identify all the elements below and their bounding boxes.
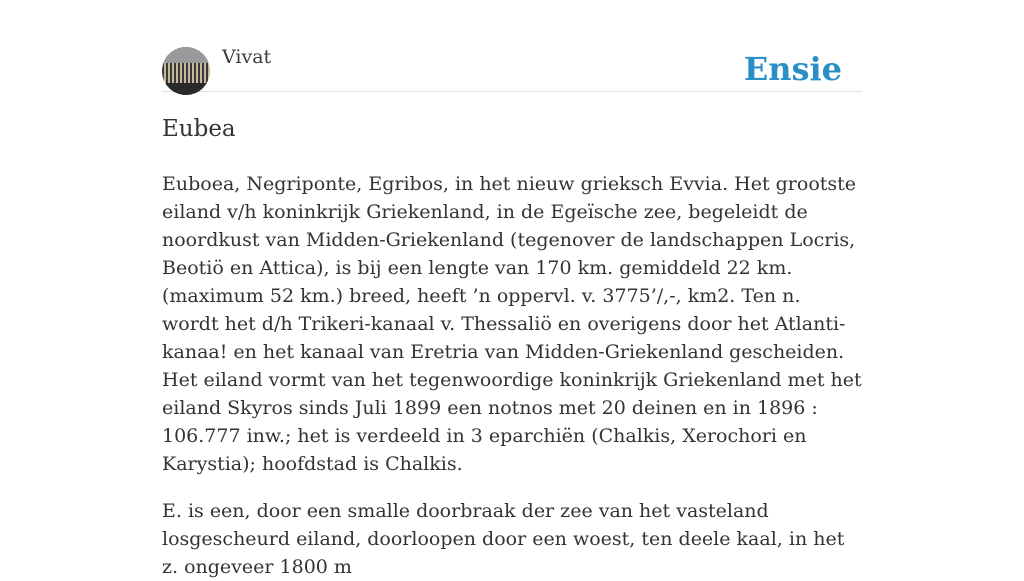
article-paragraph: E. is een, door een smalle doorbraak der zee van het vasteland losgescheurd eiland, doorloopen door een woest, ten deele kaal, in het z. ongeveer 1800 m: [162, 500, 845, 578]
header: [162, 0, 862, 92]
author-name[interactable]: Vivat: [222, 46, 272, 68]
avatar-top: [162, 47, 210, 63]
article-container: [162, 0, 862, 581]
avatar-bottom: [162, 83, 210, 95]
site-logo[interactable]: Ensie: [743, 50, 842, 88]
article-paragraph: Euboea, Negriponte, Egribos, in het nieuw grieksch Evvia. Het grootste eiland v/h koninkrijk Griekenland, in de Egeïsche zee, begeleidt de noordkust van Midden-Griekenland (tegenover de landschappen Locris, Beotiö en Attica), is bij een lengte van 170 km. gemiddeld 22 km. (maximum 52 km.) breed, heeft ’n oppervl. v. 3775’/,-, km2. Ten n. wordt het d/h Trikeri-kanaal v. Thessaliö en overigens door het Atlanti-kanaa! en het kanaal van Eretria van Midden-Griekenland gescheiden. Het eiland vormt van het tegenwoordige koninkrijk Griekenland met het eiland Skyros sinds Juli 1899 een notnos met 20 deinen en in 1896 : 106.777 inw.; het is verdeeld in 3 eparchiën (Chalkis, Xerochori en Karystia); hoofdstad is Chalkis.: [162, 173, 862, 475]
avatar[interactable]: [162, 47, 210, 95]
page-title: Eubea: [162, 116, 236, 142]
